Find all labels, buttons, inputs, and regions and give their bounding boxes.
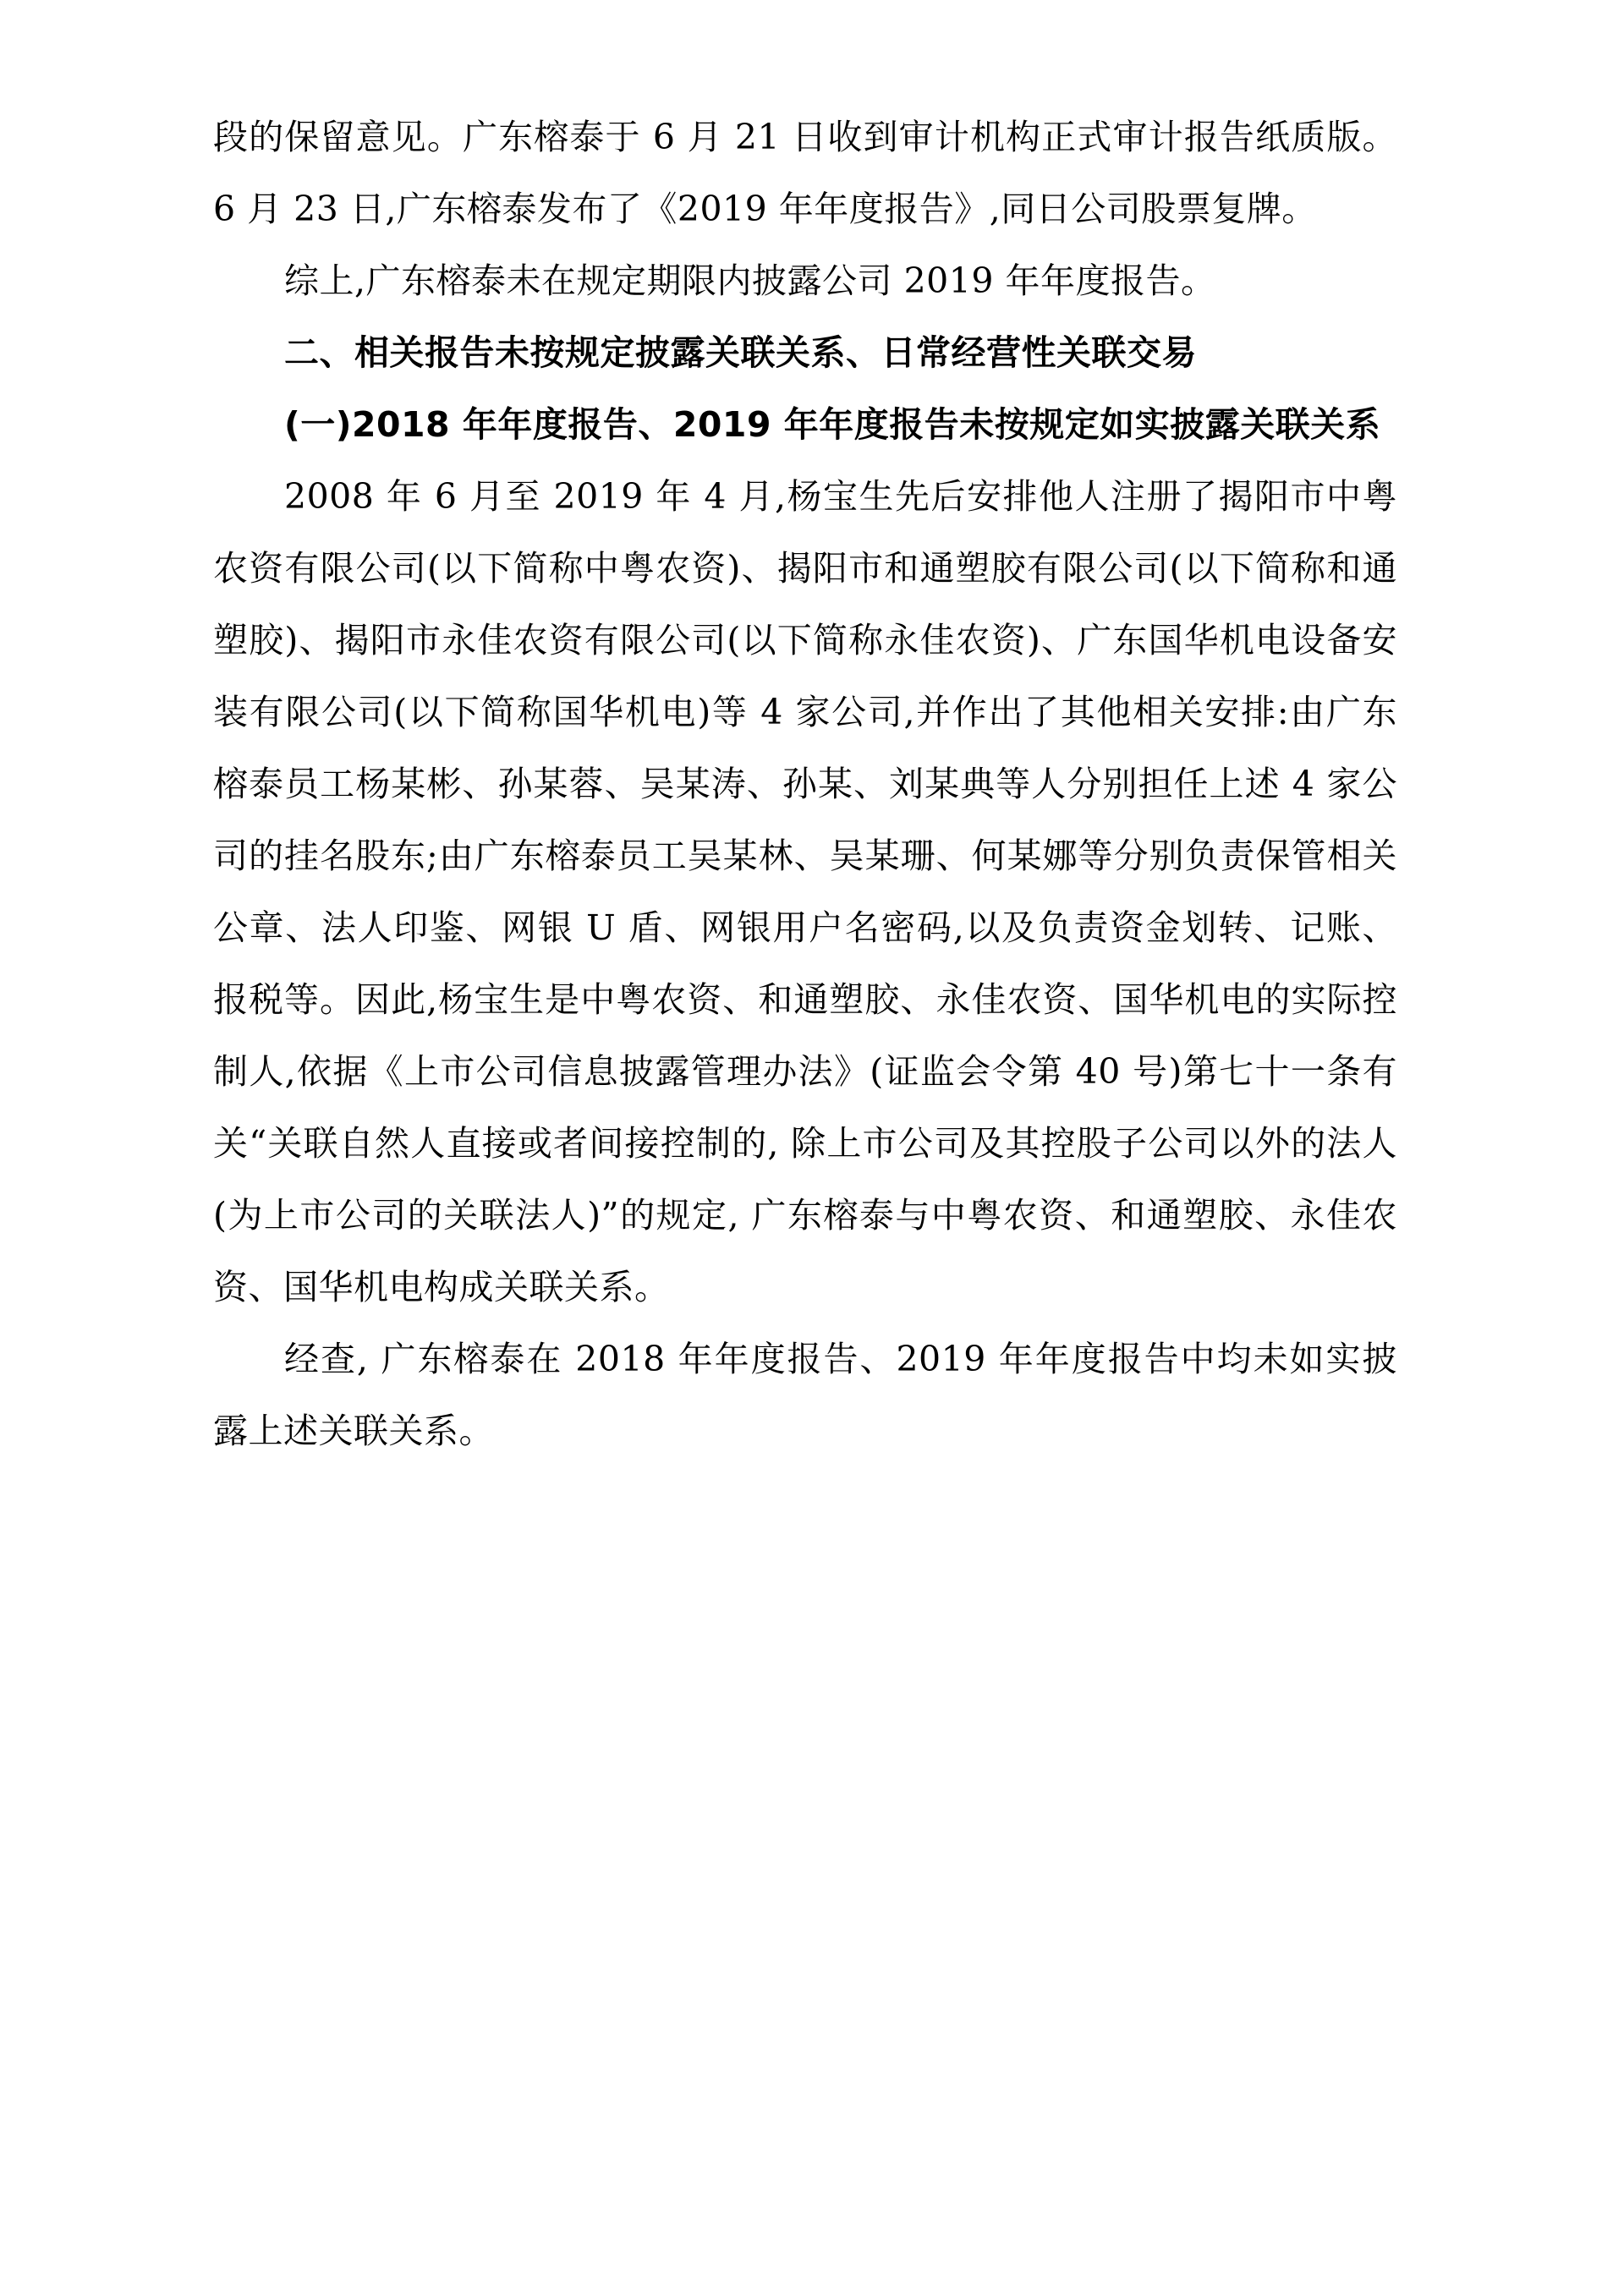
heading-subsection-one: (一)2018 年年度报告、2019 年年度报告未按规定如实披露关联关系 xyxy=(284,404,1381,445)
paragraph-investigation-finding: 经查, 广东榕泰在 2018 年年度报告、2019 年年度报告中均未如实披露上述关联关系。 xyxy=(213,1339,1397,1451)
heading-section-two: 二、相关报告未按规定披露关联关系、日常经营性关联交易 xyxy=(284,332,1197,373)
paragraph-related-party-details: 2008 年 6 月至 2019 年 4 月,杨宝生先后安排他人注册了揭阳市中粤农资有限公司(以下简称中粤农资)、揭阳市和通塑胶有限公司(以下简称和通塑胶)、揭阳市永佳农资有限公司(以下简称永佳农资)、广东国华机电设备安装有限公司(以下简称国华机电)等 4 家公司,并作出了其他相关安排:由广东榕泰员工杨某彬、孙某蓉、吴某涛、孙某、刘某典等人分别担任上述 4 家公司的挂名股东;由广东榕泰员工吴某林、吴某珊、何某娜等分别负责保管相关公章、法人印鉴、网银 U 盾、网银用户名密码,以及负责资金划转、记账、报税等。因此,杨宝生是中粤农资、和通塑胶、永佳农资、国华机电的实际控制人,依据《上市公司信息披露管理办法》(证监会令第 40 号)第七十一条有关“关联自然人直接或者间接控制的, 除上市公司及其控股子公司以外的法人(为上市公司的关联法人)”的规定, 广东榕泰与中粤农资、和通塑胶、永佳农资、国华机电构成关联关系。 xyxy=(213,476,1397,1307)
page-text-column xyxy=(213,101,1397,1467)
paragraph-continued-audit-report: 段的保留意见。广东榕泰于 6 月 21 日收到审计机构正式审计报告纸质版。6 月 23 日,广东榕泰发布了《2019 年年度报告》,同日公司股票复牌。 xyxy=(213,117,1397,229)
paragraph-summary-disclosure: 综上,广东榕泰未在规定期限内披露公司 2019 年年度报告。 xyxy=(284,260,1216,301)
